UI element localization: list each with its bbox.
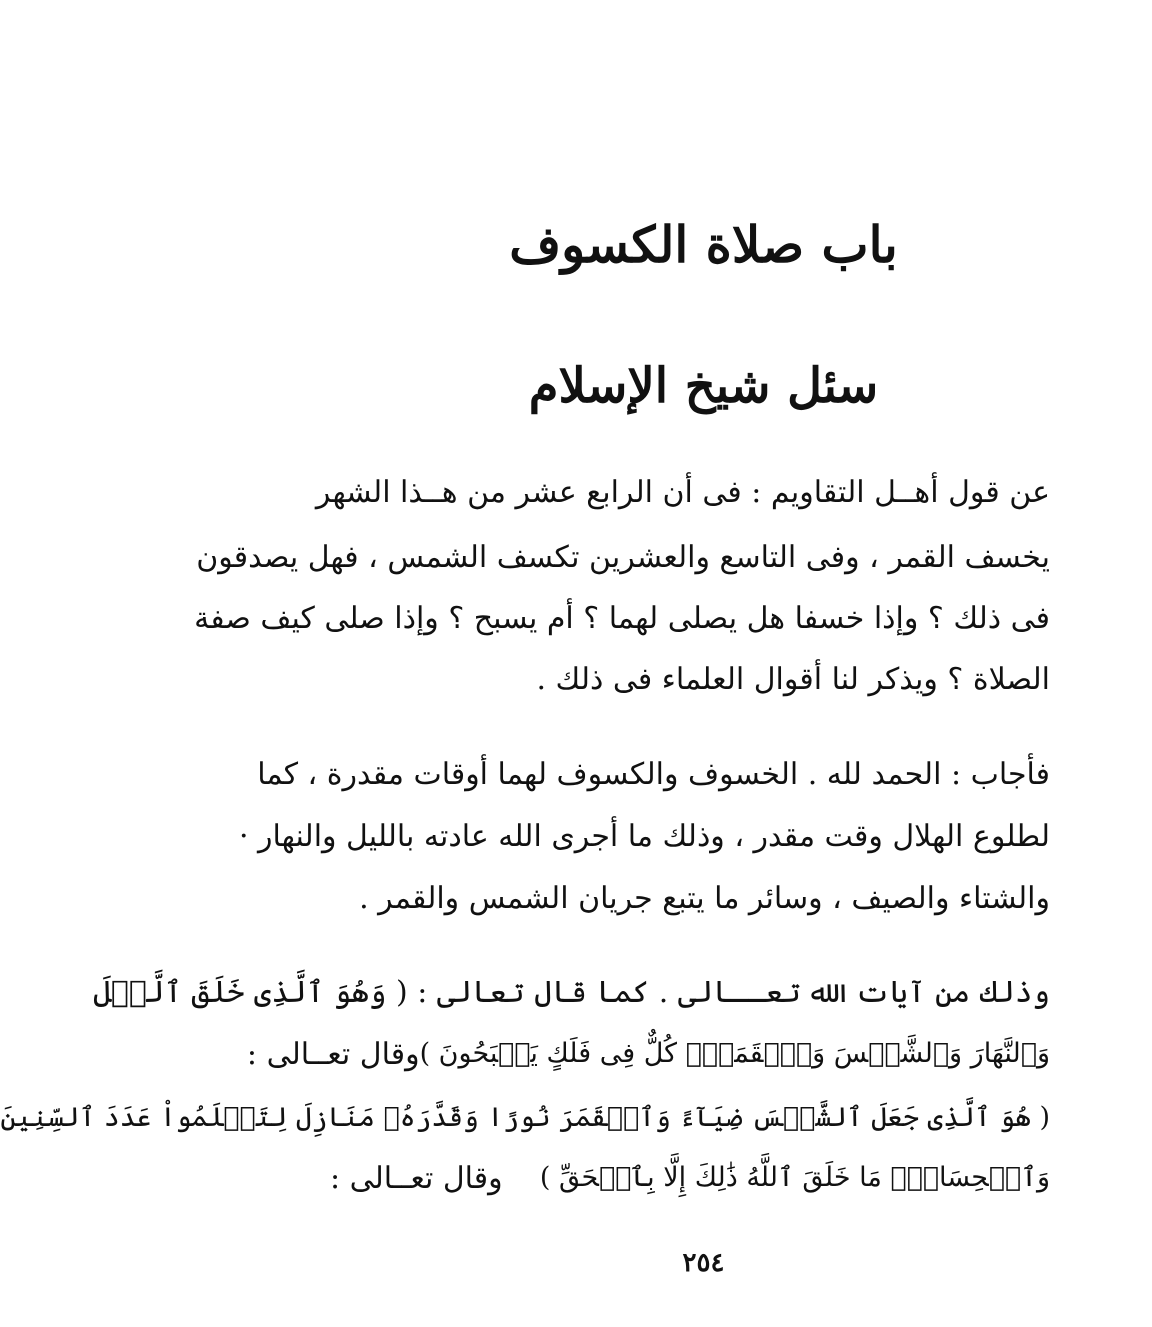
answer-line-1: فأجاب : الحمد لله . الخسوف والكسوف لهما أوقات مقدرة ، كما bbox=[257, 757, 1050, 792]
verse-intro: وقال تعــالى : bbox=[246, 1037, 420, 1072]
verse-line-1: وذلك من آيات الله تعــالى . كما قال تعالى : ( وَهُوَ ٱلَّذِى خَلَقَ ٱلَّيۡلَ bbox=[93, 975, 1050, 1010]
verse-intro: وقال تعــالى : bbox=[330, 1161, 503, 1196]
question-line-4: الصلاة ؟ ويذكر لنا أقوال العلماء فى ذلك . bbox=[536, 662, 1050, 697]
verse-text: وَٱلنَّهَارَ وَٱلشَّمۡسَ وَٱلۡقَمَرَۖ كُلٌّ فِى فَلَكٍ يَسۡبَحُونَ ) bbox=[419, 1038, 1050, 1069]
question-line-1: عن قول أهــل التقاويم : فى أن الرابع عشر من هــذا الشهر bbox=[315, 475, 1050, 510]
section-subtitle: سئل شيخ الإسلام bbox=[528, 358, 879, 414]
question-line-3: فى ذلك ؟ وإذا خسفا هل يصلى لهما ؟ أم يسبح ؟ وإذا صلى كيف صفة bbox=[194, 601, 1050, 636]
verse-line-3: ( هُوَ ٱلَّذِى جَعَلَ ٱلشَّمۡسَ ضِيَآءً وَٱلۡقَمَرَ نُورًا وَقَدَّرَهُۥ مَنَازِلَ لِتَعۡلَمُواْ عَدَدَ ٱلسِّنِينَ bbox=[0, 1102, 1050, 1133]
verse-line-2 bbox=[246, 1037, 1050, 1072]
chapter-title: باب صلاة الكسوف bbox=[509, 215, 898, 274]
page-number: ٢٥٤ bbox=[682, 1248, 725, 1278]
verse-line-4 bbox=[330, 1161, 1050, 1196]
answer-line-3: والشتاء والصيف ، وسائر ما يتبع جريان الشمس والقمر . bbox=[359, 881, 1050, 916]
answer-line-2: لطلوع الهلال وقت مقدر ، وذلك ما أجرى الله عادته بالليل والنهار · bbox=[238, 819, 1050, 854]
question-line-2: يخسف القمر ، وفى التاسع والعشرين تكسف الشمس ، فهل يصدقون bbox=[196, 540, 1050, 575]
verse-text: وَٱلۡحِسَابَۚ مَا خَلَقَ ٱللَّهُ ذَٰلِكَ إِلَّا بِٱلۡحَقِّ ) bbox=[539, 1162, 1050, 1193]
